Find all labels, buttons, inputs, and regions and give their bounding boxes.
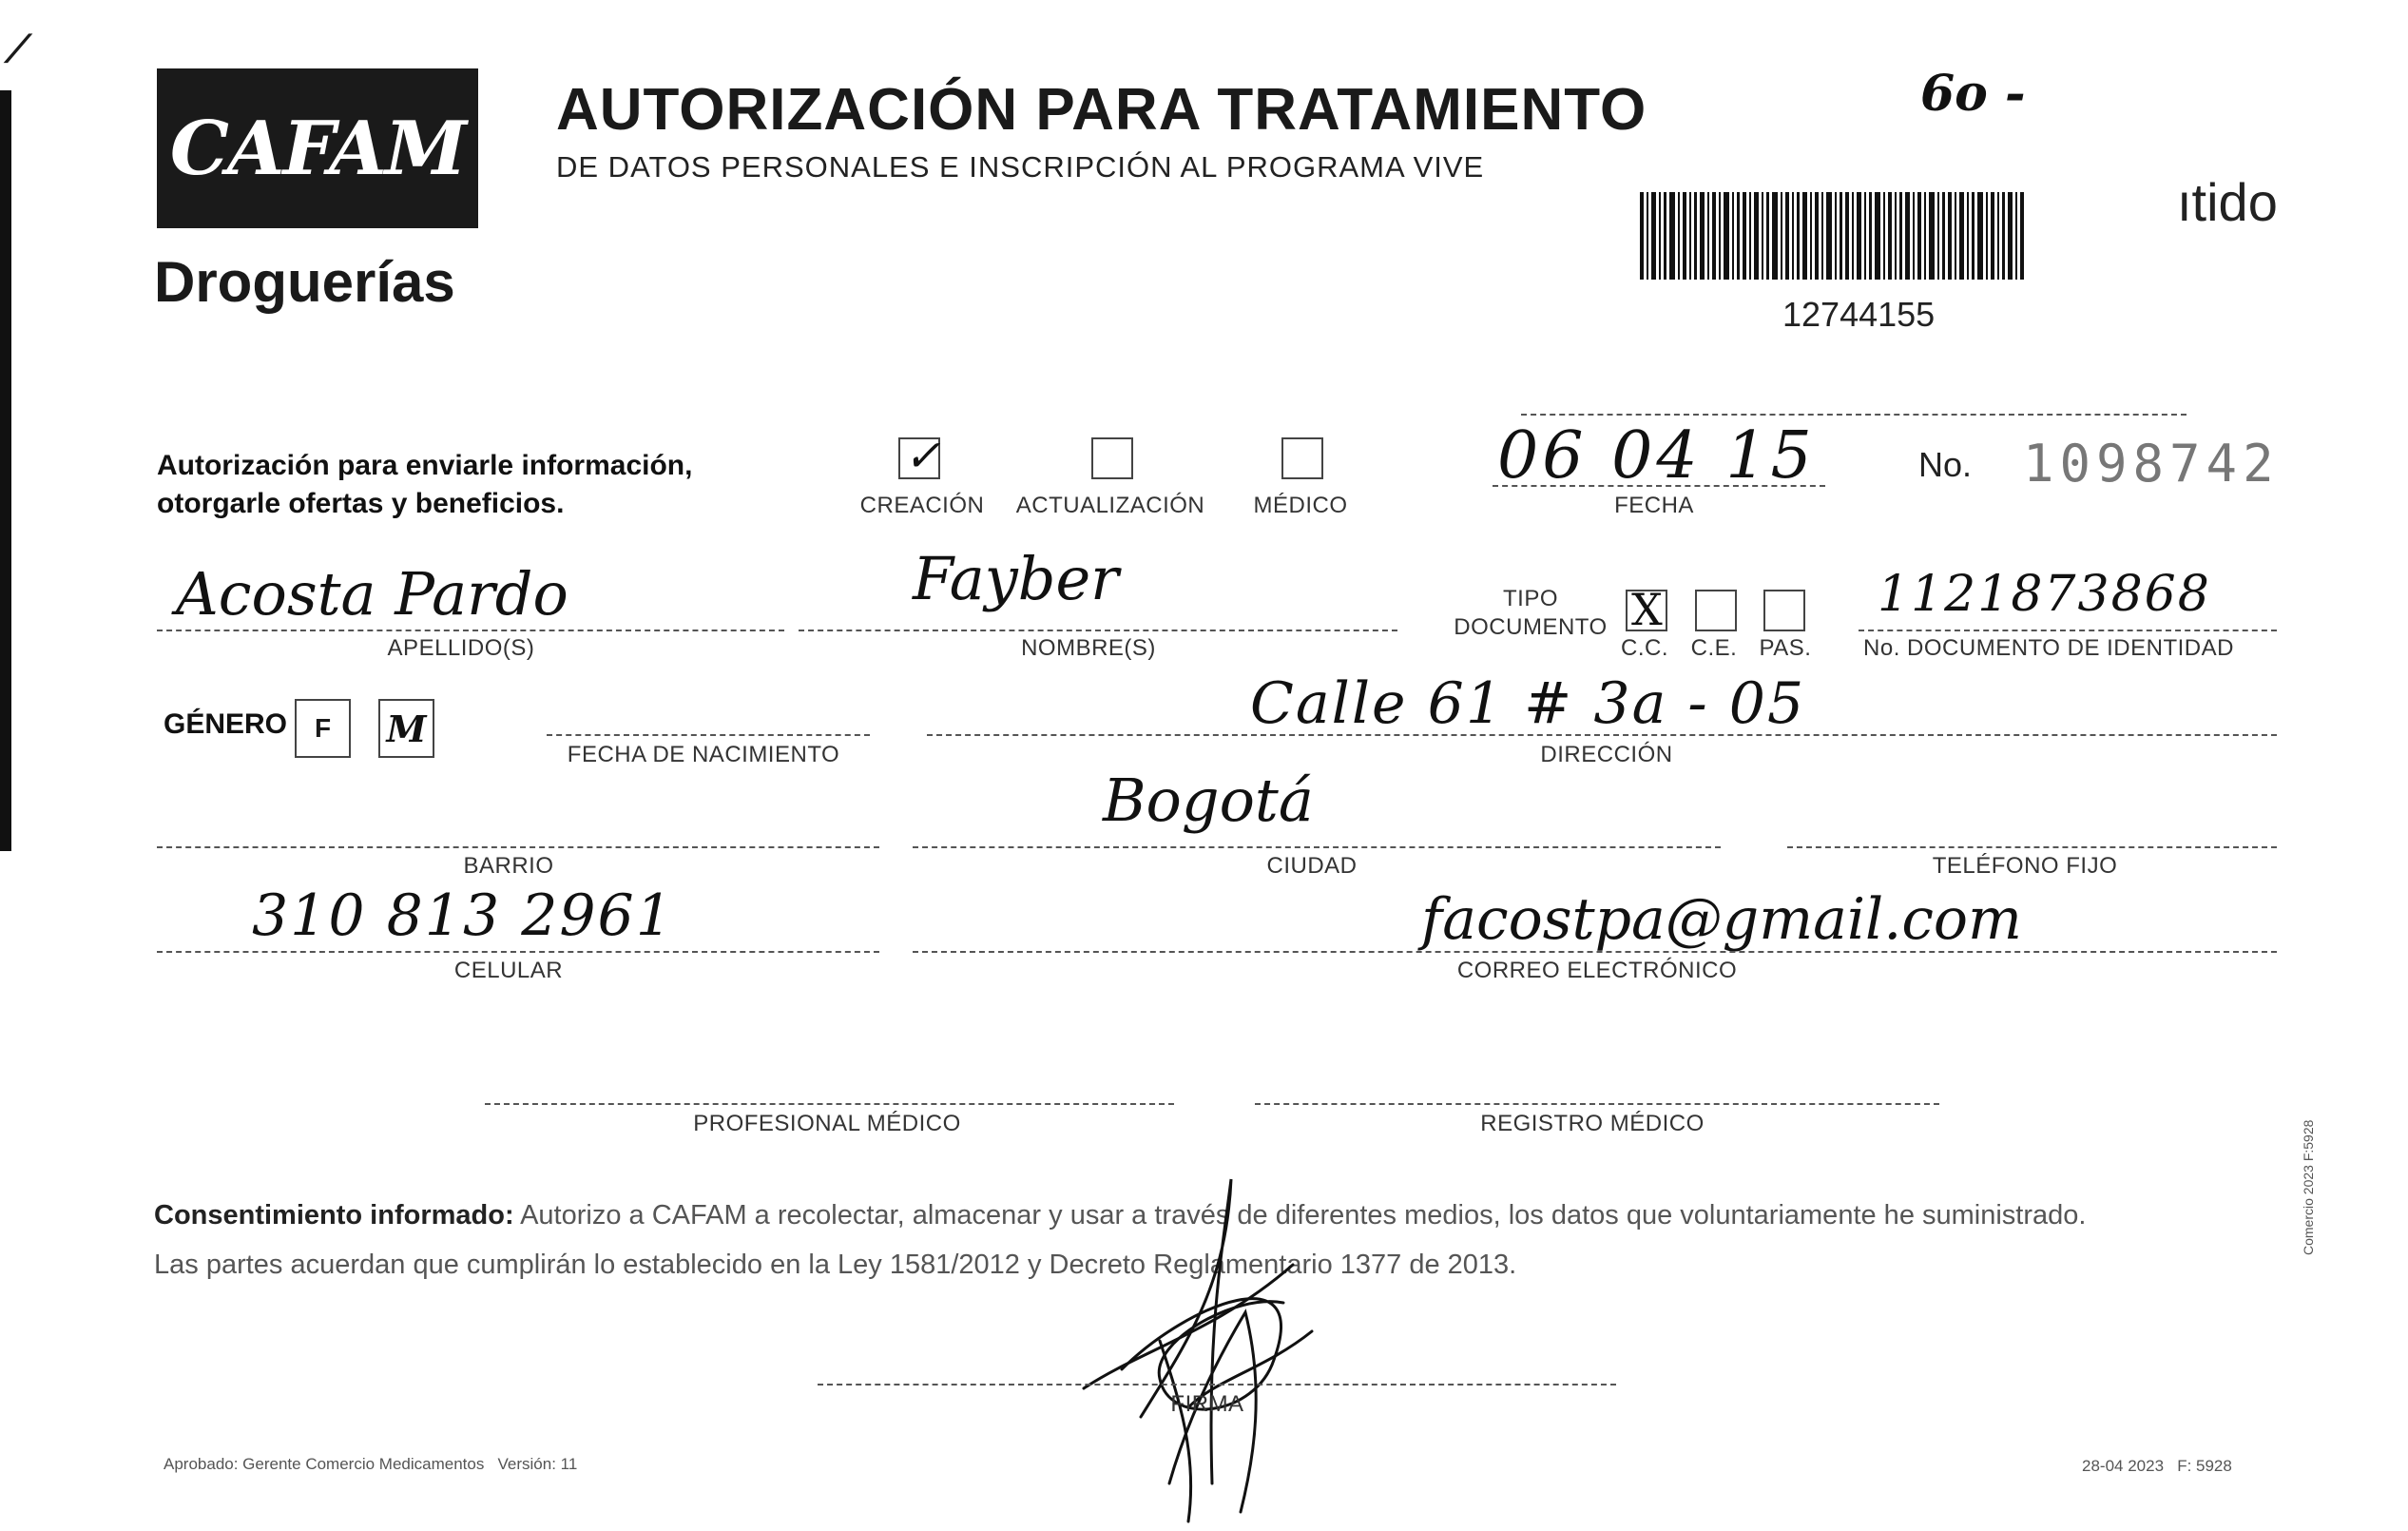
doc-type-ce-label: C.E.	[1690, 635, 1738, 661]
checkbox-creacion-label: CREACIÓN	[859, 493, 985, 518]
gender-m-mark: M	[386, 707, 427, 750]
checkbox-medico[interactable]	[1281, 437, 1323, 479]
footer-approved: Aprobado: Gerente Comercio Medicamentos Versión: 11	[164, 1455, 578, 1473]
email-value[interactable]: facostpa@gmail.com	[1421, 886, 2022, 953]
neighborhood-line	[157, 846, 879, 848]
consent-text-2: Las partes acuerdan que cumplirán lo establecido en la Ley 1581/2012 y Decreto Reglamentario 1377 de 2013.	[154, 1250, 1517, 1280]
phone-label: TELÉFONO FIJO	[1932, 853, 2118, 879]
doc-type-cc-box[interactable]	[1626, 584, 1667, 635]
gender-f-label: F	[314, 713, 332, 743]
name-line	[799, 630, 1397, 631]
form-number-value: 1098742	[2023, 434, 2280, 494]
signature-line	[818, 1384, 1616, 1386]
consent-text-1: Autorizo a CAFAM a recolectar, almacenar y usar a través de diferentes medios, los datos que voluntariamente he suministrado.	[520, 1200, 2087, 1231]
surname-line	[157, 630, 784, 631]
address-line	[927, 734, 2277, 736]
cell-label: CELULAR	[453, 958, 564, 983]
cell-value[interactable]: 310 813 2961	[252, 882, 674, 949]
consent-heading: Consentimiento informado:	[154, 1200, 514, 1231]
doctor-label: PROFESIONAL MÉDICO	[693, 1111, 961, 1136]
registry-line	[1255, 1103, 1939, 1105]
doc-type-pas-box[interactable]	[1763, 590, 1805, 631]
form-number-label: No.	[1918, 445, 1973, 484]
checkbox-medico-label: MÉDICO	[1253, 493, 1348, 518]
doc-type-label: TIPO DOCUMENTO	[1454, 586, 1608, 640]
side-vertical-text: Comercio 2023 F:5928	[2301, 1119, 2316, 1255]
logo-subtitle: Droguerías	[154, 250, 455, 314]
name-value[interactable]: Fayber	[913, 544, 1119, 613]
phone-line	[1787, 846, 2277, 848]
doc-number-line	[1859, 630, 2277, 631]
doc-number-value[interactable]: 1121873868	[1878, 566, 2211, 623]
date-line	[1493, 485, 1825, 487]
birth-date-line	[547, 734, 870, 736]
doc-type-cc-label: C.C.	[1621, 635, 1668, 661]
address-value[interactable]: Calle 61 # 3a - 05	[1250, 670, 1806, 737]
scan-edge-bar	[0, 90, 11, 851]
doctor-line	[485, 1103, 1174, 1105]
gender-f-box[interactable]	[295, 699, 351, 758]
email-label: CORREO ELECTRÓNICO	[1456, 958, 1738, 983]
footer-date-code: 28-04 2023 F: 5928	[2082, 1457, 2232, 1475]
surname-value[interactable]: Acosta Pardo	[176, 559, 568, 629]
date-label: FECHA	[1614, 493, 1694, 518]
checkmark-creacion: ✓	[904, 430, 941, 481]
doc-type-cc-mark: X	[1631, 584, 1663, 635]
checkbox-actualizacion[interactable]	[1091, 437, 1133, 479]
name-label: NOMBRE(S)	[1021, 635, 1156, 661]
form-subtitle: DE DATOS PERSONALES E INSCRIPCIÓN AL PROGRAMA VIVE	[556, 150, 1485, 184]
birth-date-label: FECHA DE NACIMIENTO	[567, 742, 840, 767]
form-title: AUTORIZACIÓN PARA TRATAMIENTO	[556, 77, 1647, 135]
gender-m-box[interactable]	[378, 699, 434, 758]
surname-label: APELLIDO(S)	[387, 635, 535, 661]
authorization-text: Autorización para enviarle información, otorgarle ofertas y beneficios.	[157, 450, 693, 519]
barcode	[1640, 192, 2025, 280]
scan-corner-mark: ⟋	[5, 29, 31, 70]
city-line	[913, 846, 1721, 848]
corner-cut-text: ıtido	[2177, 172, 2278, 232]
date-value[interactable]: 06 04 15	[1497, 418, 1816, 494]
signature-scribble	[1027, 1170, 1350, 1531]
doc-type-pas-label: PAS.	[1759, 635, 1812, 661]
doc-number-label: No. DOCUMENTO DE IDENTIDAD	[1863, 635, 2234, 661]
signature-label: FIRMA	[1170, 1391, 1244, 1417]
gender-label: GÉNERO	[164, 708, 288, 740]
neighborhood-label: BARRIO	[463, 853, 554, 879]
barcode-number: 12744155	[1782, 295, 1936, 334]
address-label: DIRECCIÓN	[1540, 742, 1673, 767]
city-label: CIUDAD	[1266, 853, 1358, 879]
top-handwritten-mark: 6o -	[1920, 65, 2026, 123]
registry-label: REGISTRO MÉDICO	[1480, 1111, 1705, 1136]
cafam-logo-text: CAFAM	[169, 105, 466, 192]
cafam-logo	[157, 68, 478, 228]
cell-line	[157, 951, 879, 953]
doc-type-ce-box[interactable]	[1695, 590, 1737, 631]
top-dashed-line	[1521, 414, 2186, 416]
email-line	[913, 951, 2277, 953]
checkbox-creacion[interactable]	[898, 430, 941, 481]
checkbox-actualizacion-label: ACTUALIZACIÓN	[1015, 493, 1205, 518]
city-value[interactable]: Bogotá	[1103, 766, 1314, 835]
